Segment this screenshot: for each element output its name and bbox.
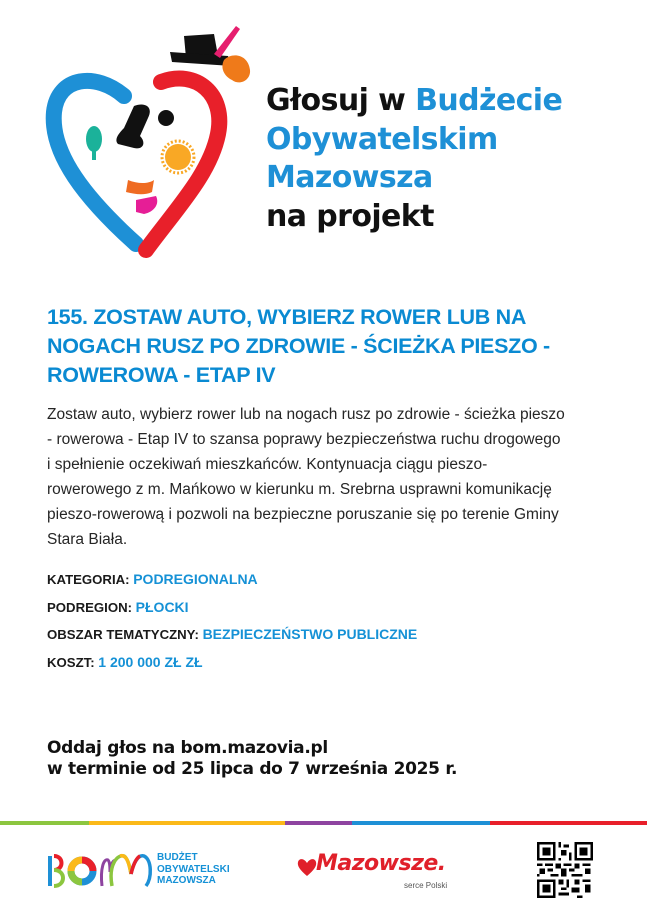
bom-logo-text: BUDŻET OBYWATELSKI MAZOWSZA	[157, 852, 230, 886]
project-title	[47, 303, 607, 390]
headline-line-4: na projekt	[266, 198, 434, 234]
description-line: Zostaw auto, wybierz rower lub na nogach rusz po zdrowie - ścieżka pieszo	[47, 406, 565, 423]
stripe-segment	[89, 821, 285, 825]
mazowsze-logo-word: Mazowsze.	[316, 851, 446, 876]
bom-m-arc-icon	[108, 852, 154, 888]
tree-icon	[86, 126, 102, 160]
detail-cost: KOSZT: 1 200 000 ZŁ ZŁ	[47, 654, 203, 671]
project-title-line: ROWEROWA - ETAP IV	[47, 363, 276, 387]
sun-icon	[162, 141, 194, 173]
hand-icon	[222, 55, 250, 82]
detail-subregion: PODREGION: PŁOCKI	[47, 598, 189, 615]
headline-line-2: Obywatelskim	[266, 121, 498, 157]
mouth-icon	[126, 180, 154, 194]
stripe-segment	[490, 821, 647, 825]
description-line: Stara Biała.	[47, 531, 128, 548]
eye-icon	[158, 110, 174, 126]
description-line: i spełnienie oczekiwań mieszkańców. Kontynuacja ciągu pieszo-	[47, 456, 488, 473]
nose-icon	[116, 105, 149, 149]
heart-blue-stroke	[54, 81, 136, 244]
project-description	[47, 402, 617, 552]
stripe-segment	[0, 821, 89, 825]
headline-line-1: Głosuj w Budżecie	[266, 83, 563, 118]
description-line: rowerowego z m. Mańkowo w kierunku m. Srebrna usprawni komunikację	[47, 481, 552, 498]
stripe-segment	[285, 821, 352, 825]
project-title-line: 155. ZOSTAW AUTO, WYBIERZ ROWER LUB NA	[47, 305, 527, 329]
cta-line-1: Oddaj głos na bom.mazovia.pl	[47, 738, 328, 758]
project-details	[47, 566, 417, 677]
stripe-segment	[352, 821, 490, 825]
mazowsze-tagline: serce Polski	[404, 881, 448, 890]
heart-face-illustration	[36, 14, 266, 259]
headline	[266, 82, 562, 236]
project-title-line: NOGACH RUSZ PO ZDROWIE - ŚCIEŻKA PIESZO -	[47, 334, 550, 358]
mazowsze-heart-icon	[296, 856, 318, 878]
description-line: - rowerowa - Etap IV to szansa poprawy bezpieczeństwa ruchu drogowego	[47, 431, 561, 448]
qr-code-icon	[537, 842, 593, 898]
detail-category: KATEGORIA: PODREGIONALNA	[47, 571, 258, 587]
call-to-action	[47, 738, 457, 780]
tongue-icon	[136, 196, 157, 214]
description-line: pieszo-rowerową i pozwoli na bezpieczne poruszanie się po terenie Gminy	[47, 506, 559, 523]
headline-line-3: Mazowsza	[266, 160, 433, 195]
color-stripe	[0, 821, 647, 825]
cta-line-2: w terminie od 25 lipca do 7 września 2025 r.	[47, 759, 458, 779]
detail-thematic-area: OBSZAR TEMATYCZNY: BEZPIECZEŃSTWO PUBLICZNE	[47, 626, 418, 643]
